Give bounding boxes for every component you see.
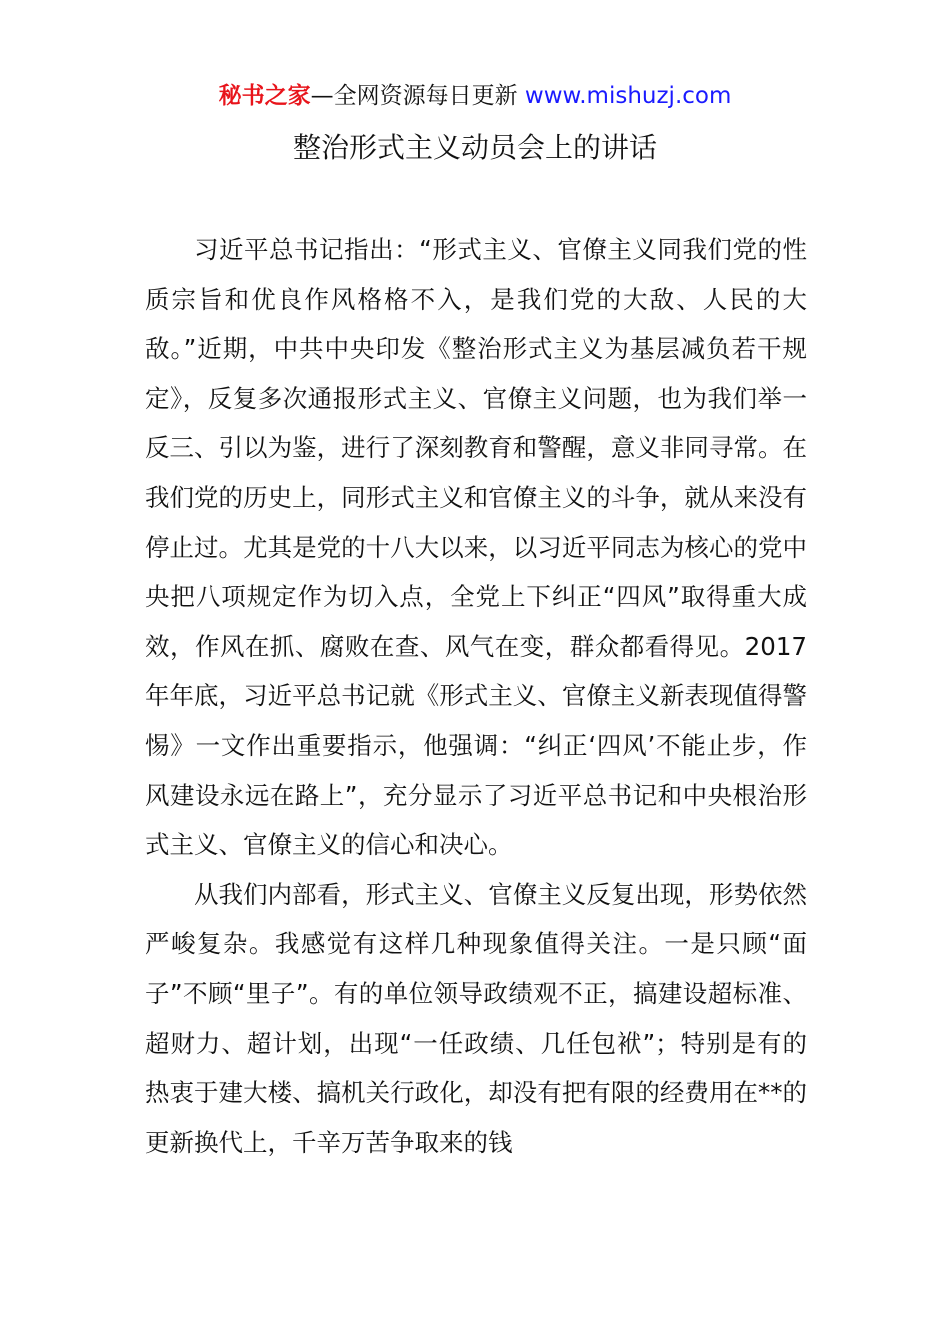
site-brand: 秘书之家 xyxy=(218,83,311,109)
site-tagline: —全网资源每日更新 xyxy=(310,83,518,109)
site-url-link[interactable]: www.mishuzj.com xyxy=(524,83,732,109)
document-title: 整治形式主义动员会上的讲话 xyxy=(292,131,657,164)
body-paragraph-2: 从我们内部看，形式主义、官僚主义反复出现，形势依然严峻复杂。我感觉有这样几种现象值得关注。一是只顾“面子”不顾“里子”。有的单位领导政绩观不正，搞建设超标准、超财力、超计划，出现“一任政绩、几任包袱”；特别是有的热衷于建大楼、搞机关行政化，却没有把有限的经费用在**的更新换代上，千辛万苦争取来的钱 xyxy=(145,879,807,1157)
body-paragraph-1: 习近平总书记指出：“形式主义、官僚主义同我们党的性质宗旨和优良作风格格不入，是我们党的大敌、人民的大敌。”近期，中共中央印发《整治形式主义为基层减负若干规定》，反复多次通报形式主义、官僚主义问题，也为我们举一反三、引以为鉴，进行了深刻教育和警醒，意义非同寻常。在我们党的历史上，同形式主义和官僚主义的斗争，就从来没有停止过。尤其是党的十八大以来，以习近平同志为核心的党中央把八项规定作为切入点，全党上下纠正“四风”取得重大成效，作风在抓、腐败在查、风气在变，群众都看得见。2017 年年底，习近平总书记就《形式主义、官僚主义新表现值得警惕》一文作出重要指示，他强调：“纠正‘四风’不能止步，作风建设永远在路上”，充分显示了习近平总书记和中央根治形式主义、官僚主义的信心和决心。 xyxy=(145,235,807,860)
document-body xyxy=(145,225,807,1167)
site-header xyxy=(0,80,950,112)
